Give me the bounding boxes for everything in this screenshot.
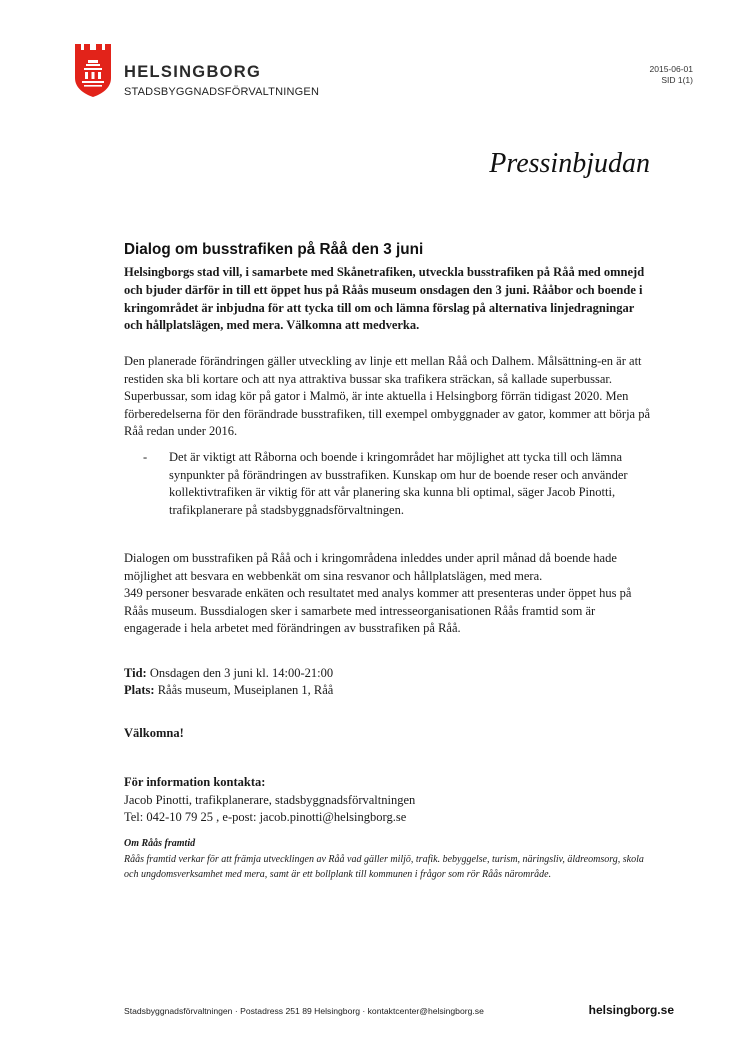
lead-paragraph: Helsingborgs stad vill, i samarbete med Skånetrafiken, utveckla busstrafiken på Råå med omnejd och bjuder därför in till ett öppet hus på Råås museum onsdagen den 3 juni. Rååbor och boende i kringområdet är inbjudna för att tycka till om och lämna förslag på alternativa linjedragningar och hållplatslägen, med mera. Välkomna att medverka. [124,265,645,333]
document-meta [650,64,693,86]
contact-heading: För information kontakta: [124,775,266,789]
quote-text: Det är viktigt att Råborna och boende i kringområdet har möjlighet att tycka till och lämna synpunkter på förändringen av busstrafiken. Kunskap om hur de boende reser och använder kollektivtrafiken är viktig för att vår planering ska kunna bli optimal, säger Jacob Pinotti, trafikplanerare på stadsbyggnadsförvaltningen. [169,450,628,517]
footer-address: Stadsbyggnadsförvaltningen · Postadress 251 89 Helsingborg · kontaktcenter@helsingborg.se [124,1006,484,1016]
body-paragraph-2b: 349 personer besvarade enkäten och resultatet med analys kommer att presenteras under öppet hus på Råås museum. Bussdialogen sker i samarbete med intresseorganisationen Råås framtid som är engagerade i hela arbetet med förändringen av busstrafiken på Råå. [124,586,632,636]
event-time-label: Tid: [124,666,147,680]
org-name: HELSINGBORG [124,63,262,81]
document-date: 2015-06-01 [649,64,693,74]
page-number: SID 1(1) [661,75,693,85]
about-heading: Om Råås framtid [124,838,196,849]
event-place-label: Plats: [124,683,155,697]
headline: Dialog om busstrafiken på Råå den 3 juni [124,241,424,258]
event-time-row [124,665,333,682]
document-type-title: Pressinbjudan [489,148,650,179]
org-department: STADSBYGGNADSFÖRVALTNINGEN [124,86,320,98]
quote-dash: - [143,450,148,464]
quote-block [143,449,652,519]
contact-name-line: Jacob Pinotti, trafikplanerare, stadsbyggnadsförvaltningen [124,793,416,807]
contact-phone-line: Tel: 042-10 79 25 , e-post: jacob.pinotti@helsingborg.se [124,810,407,824]
helsingborg-crest-icon [74,44,112,98]
body-paragraph-2 [124,550,654,638]
footer-website: helsingborg.se [588,1003,674,1017]
event-time-value: Onsdagen den 3 juni kl. 14:00-21:00 [149,666,334,680]
welcome-text: Välkomna! [124,726,184,740]
about-text: Råås framtid verkar för att främja utvecklingen av Råå vad gäller miljö, trafik. bebyggelse, turism, näringsliv, äldreomsorg, skola och ungdomsverksamhet med mera, samt är ett bollplank till kommunen i frågor som rör Råås närområde. [124,854,644,881]
event-place-value: Råås museum, Museiplanen 1, Råå [157,683,334,697]
body-paragraph-1: Den planerade förändringen gäller utveckling av linje ett mellan Råå och Dalhem. Målsättning-en är att restiden ska bli kortare och att nya attraktiva bussar ska trafikera sträckan, så kallade superbussar. Superbussar, som idag kör på gator i Malmö, är inte aktuella i Helsingborg förrän tidigast 2020. Men förberedelserna för den förändrade busstrafiken, till exempel ombyggnader av gator, kommer att börja på Råå redan under 2016. [124,354,651,439]
event-place-row [124,682,333,699]
body-paragraph-2a: Dialogen om busstrafiken på Råå och i kringområdena inleddes under april månad då boende hade möjlighet att besvara en webbenkät om sina resvanor och hållplatslägen, med mera. [124,551,617,583]
